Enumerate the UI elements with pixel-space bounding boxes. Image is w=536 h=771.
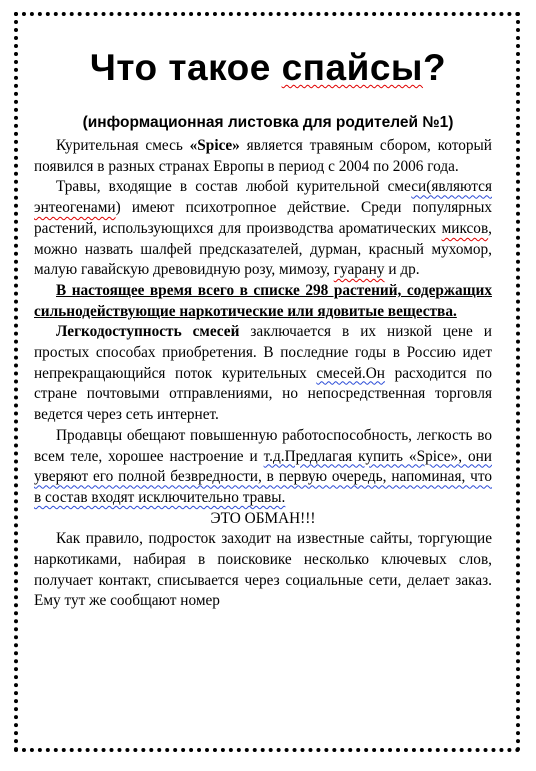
document-body [34, 136, 492, 612]
p2-text-d: энтеогенами [34, 199, 116, 217]
p4-bold: Легкодоступность смесей [56, 323, 240, 341]
p1-text: Курительная смесь [56, 137, 190, 154]
p1-text-2: является травяным сбором, который появился в разных странах Европы в период с 2004 по 2006 года. [34, 137, 492, 175]
p5-text-a: Продавцы обещают повышенную работоспособность, легкость во всем теле, хорошее настроение и [34, 426, 492, 465]
document-subtitle: (информационная листовка для родителей №1) [82, 114, 454, 131]
document-title [0, 46, 536, 90]
paragraph-3: В настоящее время всего в списке 298 растений, содержащих сильнодействующие наркотические или ядовитые вещества. [34, 281, 492, 320]
p1-bold: «Spice» [189, 137, 240, 154]
p2-text-i: и др. [384, 261, 420, 279]
title-text-2: спайсы [281, 47, 424, 88]
p2-text-f: миксов [441, 219, 489, 237]
paragraph-1 [34, 136, 492, 177]
p2-text-a: Травы, входящие в состав любой курительной сме [56, 178, 412, 196]
paragraph-6: ЭТО ОБМАН!!! [210, 509, 316, 527]
title-text-1: Что такое [89, 47, 282, 88]
paragraph-5 [34, 426, 492, 509]
paragraph-2 [34, 177, 492, 281]
p2-text-e: ) имеют психотропное действие. Среди популярных растений, использующихся для производства ароматических [34, 199, 492, 237]
paragraph-4 [34, 322, 492, 426]
p4-text-b: смесей.Он [316, 364, 385, 382]
p4-text-c: расходится по стране почтовыми отправлениями, но непосредственная торговля ведется через сеть интернет. [34, 364, 492, 424]
title-text-3: ? [423, 47, 447, 88]
p2-text-g: , можно назвать шалфей предсказателей, дурман, красный мухомор, малую гавайскую древовидную розу, мимозу, [34, 219, 492, 279]
paragraph-7: Как правило, подросток заходит на известные сайты, торгующие наркотиками, набирая в поисковике несколько ключевых слов, получает контакт, списывается через социальные сети, делает заказ. Ему тут же сообщают номер [34, 530, 492, 610]
p2-text-b: си(являются [411, 178, 492, 196]
p5-text-b: т.д.Предлагая купить «Spice», они уверяют его полной безвредности, в первую очередь, напоминая, что в состав входят исключительно травы. [34, 447, 492, 506]
p2-text-h: гуарану [333, 261, 385, 279]
p4-text-a: заключается в их низкой цене и простых способах приобретения. В последние годы в Россию идет непрекращающийся поток курительных [34, 323, 492, 382]
